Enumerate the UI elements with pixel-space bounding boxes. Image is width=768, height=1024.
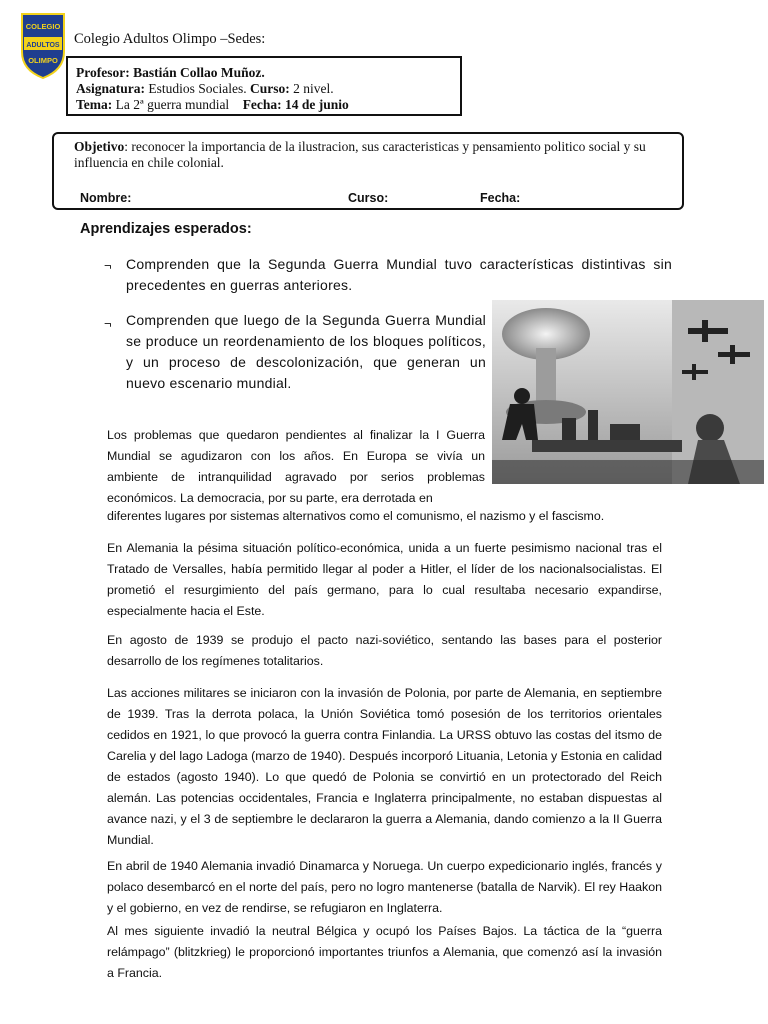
curso-field[interactable]: Curso: <box>348 191 389 205</box>
nombre-field[interactable]: Nombre: <box>80 191 132 205</box>
asignatura-label: Asignatura: <box>76 81 146 96</box>
objective-box <box>52 132 684 210</box>
paragraph: En agosto de 1939 se produjo el pacto nazi-soviético, sentando las bases para el posterior desarrollo de los regímenes totalitarios. <box>107 633 662 668</box>
paragraph: Al mes siguiente invadió la neutral Bélgica y ocupó los Países Bajos. La táctica de la “guerra relámpago” (blitzkrieg) le proporcionó importantes triunfos a Alemania, que comenzó así la invasión a Francia. <box>107 924 662 980</box>
fecha-label: Fecha: 14 de junio <box>242 97 349 112</box>
logo-text-bottom: OLIMPO <box>28 56 58 65</box>
bullet-symbol: ¬ <box>104 258 112 273</box>
learning-title: Aprendizajes esperados: <box>80 221 252 237</box>
tema-value: La 2ª guerra mundial <box>115 97 230 112</box>
logo-text-middle: ADULTOS <box>26 42 60 49</box>
fecha-field[interactable]: Fecha: <box>480 191 521 205</box>
objective-label: Objetivo <box>74 139 125 154</box>
bullet-symbol: ¬ <box>104 316 112 331</box>
asignatura-value: Estudios Sociales. <box>148 81 247 96</box>
curso-label: Curso: <box>250 81 290 96</box>
wwii-collage-image <box>492 300 764 484</box>
learning-item: Comprenden que luego de la Segunda Guerra Mundial se produce un reordenamiento de los bloques políticos, y un proceso de descolonización, que generan un nuevo escenario mundial. <box>126 312 486 391</box>
objective-text: : reconocer la importancia de la ilustracion, sus caracteristicas y pensamiento politico social y su influencia en chile colonial. <box>74 139 646 170</box>
profesor: Profesor: Bastián Collao Muñoz. <box>76 65 265 80</box>
curso-value: 2 nivel. <box>293 81 334 96</box>
tema-label: Tema: <box>76 97 113 112</box>
paragraph: diferentes lugares por sistemas alternativos como el comunismo, el nazismo y el fascismo. <box>107 509 605 523</box>
teacher-info-box <box>66 56 462 116</box>
paragraph: En abril de 1940 Alemania invadió Dinamarca y Noruega. Un cuerpo expedicionario inglés, francés y polaco desembarcó en el norte del país, pero no logro mantenerse (batalla de Narvik). El rey Haakon y el gobierno, en vez de rendirse, se refugiaron en Inglaterra. <box>107 859 662 915</box>
paragraph: Las acciones militares se iniciaron con la invasión de Polonia, por parte de Alemania, en septiembre de 1939. Tras la derrota polaca, la Unión Soviética tomó posesión de los territorios orientales cedidos en 1921, lo que provocó la guerra contra Finlandia. La URSS obtuvo las costas del itsmo de Carelia y del lago Ladoga (marzo de 1940). Después incorporó Lituania, Letonia y Estonia en calidad de estados (agosto 1940). Lo que quedó de Polonia se convirtió en un protectorado del Reich alemán. Las potencias occidentales, Francia e Inglaterra principalmente, no estaban dispuestas al avance nazi, y el 3 de septiembre le declararon la guerra a Alemania, dando comienzo a la II Guerra Mundial. <box>107 686 662 847</box>
learning-item: Comprenden que la Segunda Guerra Mundial tuvo características distintivas sin precedentes en guerras anteriores. <box>126 256 672 293</box>
school-logo <box>20 12 66 80</box>
paragraph: En Alemania la pésima situación político-económica, unida a un fuerte pesimismo nacional tras el Tratado de Versalles, había permitido llegar al poder a Hitler, el líder de los nacionalsocialistas. El prometió el resurgimiento del país germano, para lo cual resultaba necesario expandirse, especialmente hacia el Este. <box>107 541 662 618</box>
paragraph: Los problemas que quedaron pendientes al finalizar la I Guerra Mundial se agudizaron con los años. En Europa se vivía un ambiente de intranquilidad agravado por serios problemas económicos. La democracia, por su parte, era derrotada en <box>107 428 485 505</box>
logo-text-top: COLEGIO <box>25 22 61 31</box>
school-name: Colegio Adultos Olimpo –Sedes: <box>74 31 266 47</box>
